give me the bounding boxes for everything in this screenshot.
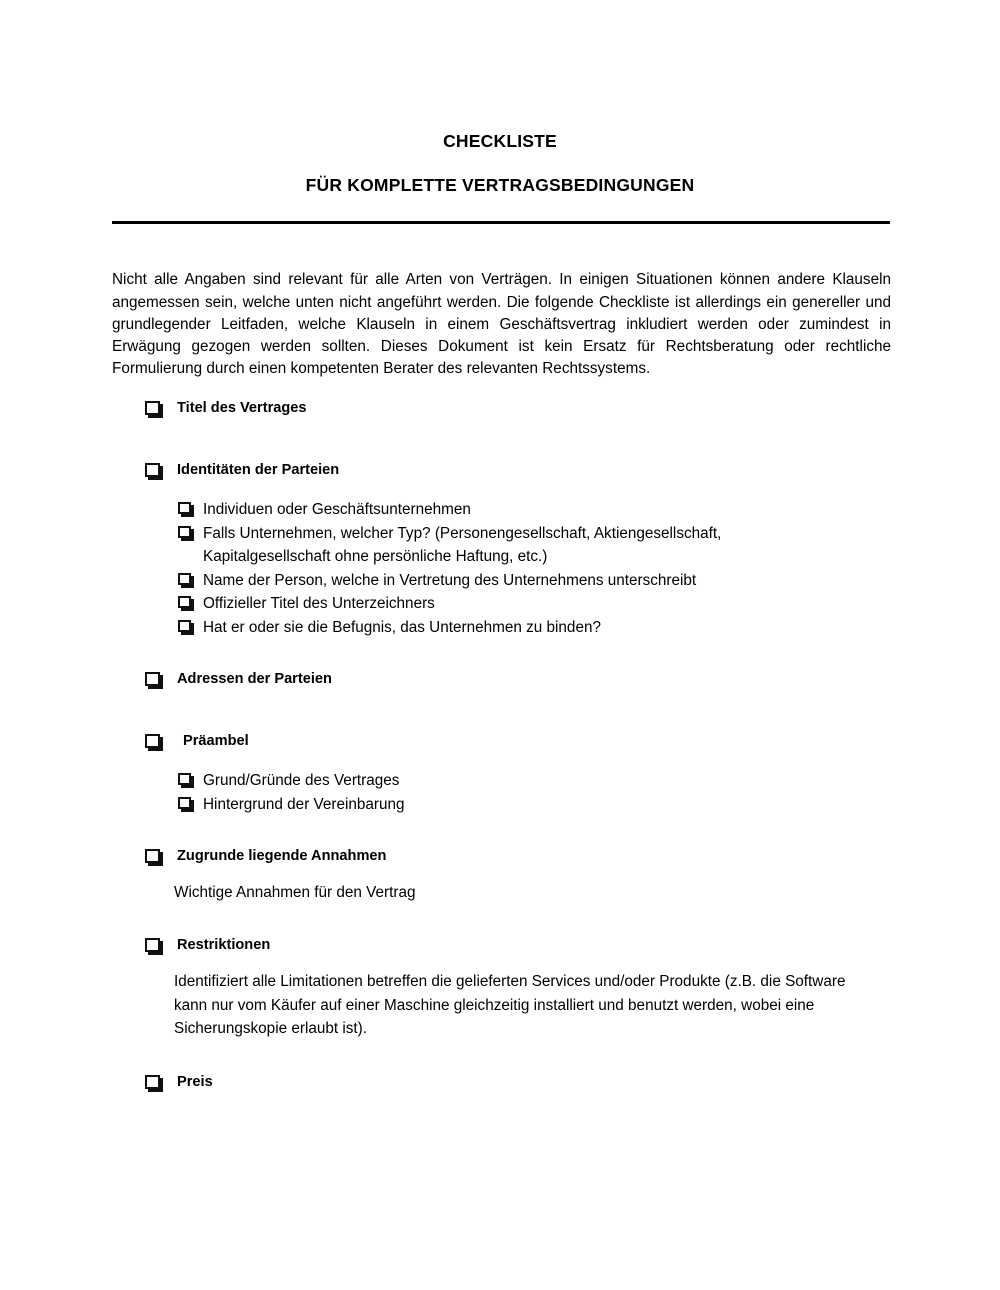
- checkbox-square: [178, 620, 191, 632]
- checklist-item-label: Zugrunde liegende Annahmen: [177, 848, 387, 864]
- checkbox-icon[interactable]: [178, 773, 194, 788]
- vertical-spacer: [0, 689, 1000, 731]
- checklist-subitem[interactable]: [0, 498, 1000, 522]
- checkbox-square: [145, 849, 160, 863]
- checkbox-square: [178, 526, 191, 538]
- checkbox-icon[interactable]: [145, 938, 163, 955]
- checkbox-square: [145, 734, 160, 748]
- checkbox-icon[interactable]: [178, 596, 194, 611]
- checklist-item-label: Restriktionen: [177, 937, 271, 954]
- checkbox-icon[interactable]: [145, 672, 163, 689]
- checkbox-square: [178, 773, 191, 785]
- checklist-item[interactable]: [0, 669, 1000, 689]
- checkbox-icon[interactable]: [145, 463, 163, 480]
- title-divider-rule: [112, 221, 890, 224]
- vertical-spacer: [0, 955, 1000, 970]
- checklist-subitem-label: Offizieller Titel des Unterzeichners: [203, 595, 435, 612]
- checklist-subitem-label: Hat er oder sie die Befugnis, das Unternehmen zu binden?: [203, 618, 601, 636]
- vertical-spacer: [0, 751, 1000, 769]
- checklist-subitem-label: Falls Unternehmen, welcher Typ? (Personengesellschaft, Aktiengesellschaft, Kapitalgesellschaft ohne persönliche Haftung, etc.): [203, 524, 722, 565]
- checklist: [0, 398, 1000, 1092]
- checkbox-square: [145, 1075, 160, 1089]
- checklist-item-label: Adressen der Parteien: [177, 671, 332, 687]
- checklist-item[interactable]: [0, 935, 1000, 955]
- intro-paragraph: Nicht alle Angaben sind relevant für alle Arten von Verträgen. In einigen Situationen können andere Klauseln angemessen sein, welche unten nicht angeführt werden. Die folgende Checkliste ist allerdings ein genereller und grundlegender Leitfaden, welche Klauseln in einem Geschäftsvertrag inkludiert werden oder zumindest in Erwägung gezogen werden sollten. Dieses Dokument ist kein Ersatz für Rechtsberatung oder rechtliche Formulierung durch einen kompetenten Berater des relevanten Rechtssystems.: [112, 271, 891, 378]
- checkbox-icon[interactable]: [145, 1075, 163, 1092]
- checklist-item[interactable]: [0, 398, 1000, 418]
- vertical-spacer: [0, 480, 1000, 498]
- checklist-subitem[interactable]: [0, 769, 1000, 793]
- vertical-spacer: [0, 816, 1000, 846]
- checkbox-icon[interactable]: [178, 620, 194, 635]
- checkbox-square: [145, 938, 160, 952]
- checkbox-icon[interactable]: [178, 502, 194, 517]
- vertical-spacer: [0, 866, 1000, 881]
- document-title-line-1: CHECKLISTE: [443, 131, 557, 151]
- checklist-subitem[interactable]: [0, 616, 1000, 640]
- checklist-subitem-label: Hintergrund der Vereinbarung: [203, 795, 405, 813]
- checklist-item[interactable]: [0, 846, 1000, 866]
- checklist-subitem[interactable]: [0, 592, 1000, 616]
- checkbox-icon[interactable]: [145, 734, 163, 751]
- checkbox-square: [178, 797, 191, 809]
- checkbox-square: [178, 502, 191, 514]
- checklist-subitem[interactable]: [0, 793, 1000, 817]
- document-title-line-2: FÜR KOMPLETTE VERTRAGSBEDINGUNGEN: [305, 175, 695, 195]
- checklist-item-label: Präambel: [183, 733, 249, 749]
- checkbox-square: [145, 672, 160, 686]
- checklist-subitem-label: Grund/Gründe des Vertrages: [203, 772, 400, 789]
- checkbox-square: [145, 463, 160, 477]
- checklist-item[interactable]: [0, 1072, 1000, 1092]
- checkbox-icon[interactable]: [178, 797, 194, 812]
- checklist-subitem-label: Name der Person, welche in Vertretung des Unternehmens unterschreibt: [203, 571, 697, 589]
- checklist-item-label: Identitäten der Parteien: [177, 462, 340, 478]
- checkbox-icon[interactable]: [145, 401, 163, 418]
- checkbox-square: [178, 573, 191, 585]
- checklist-subitem-label: Individuen oder Geschäftsunternehmen: [203, 501, 471, 518]
- checklist-item[interactable]: [0, 460, 1000, 480]
- checklist-item-label: Preis: [177, 1073, 213, 1090]
- checklist-item-body-text: Identifiziert alle Limitationen betreffen die gelieferten Services und/oder Produkte (z.B. die Software kann nur vom Käufer auf einer Maschine gleichzeitig installiert und benutzt werden, wobei eine Sicherungskopie erlaubt ist).: [174, 973, 846, 1038]
- checklist-subitem[interactable]: [0, 522, 1000, 569]
- vertical-spacer: [0, 904, 1000, 935]
- checkbox-square: [145, 401, 160, 415]
- checkbox-square: [178, 596, 191, 608]
- checklist-item-body-text: Wichtige Annahmen für den Vertrag: [174, 884, 416, 901]
- checklist-item[interactable]: [0, 731, 1000, 751]
- checkbox-icon[interactable]: [178, 573, 194, 588]
- vertical-spacer: [0, 418, 1000, 460]
- checkbox-icon[interactable]: [178, 526, 194, 541]
- checkbox-icon[interactable]: [145, 849, 163, 866]
- vertical-spacer: [0, 639, 1000, 669]
- checklist-subitem[interactable]: [0, 569, 1000, 593]
- vertical-spacer: [0, 1041, 1000, 1072]
- checklist-item-label: Titel des Vertrages: [177, 400, 307, 416]
